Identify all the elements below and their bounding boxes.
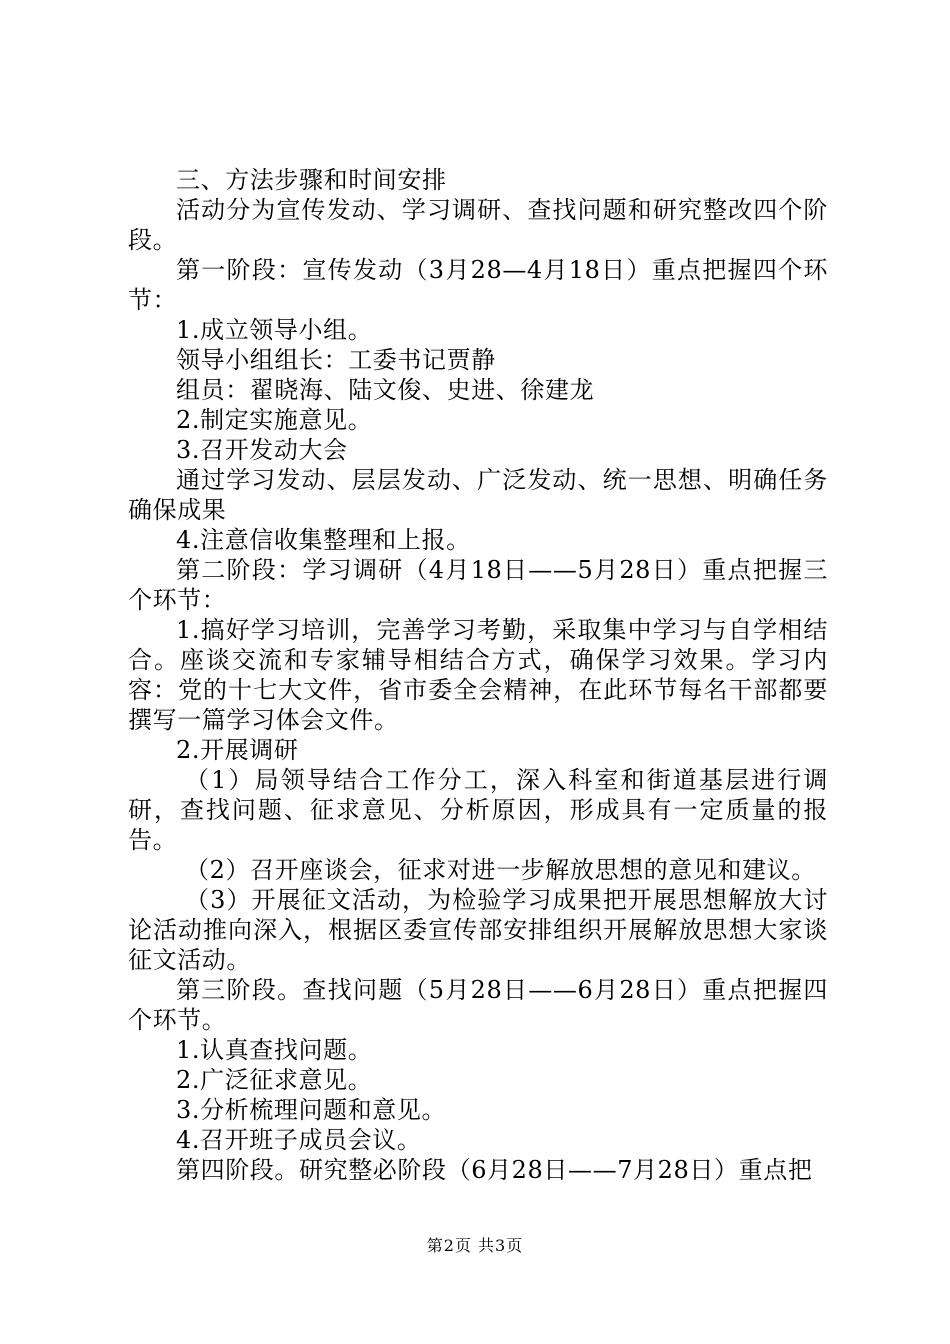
paragraph: 活动分为宣传发动、学习调研、查找问题和研究整改四个阶段。 [128,196,828,254]
list-item: 4.注意信收集整理和上报。 [176,526,471,554]
list-item: 4.召开班子成员会议。 [176,1126,422,1154]
list-item: 1.搞好学习培训，完善学习考勤，采取集中学习与自学相结合。座谈交流和专家辅导相结合方式，确保学习效果。学习内容：党的十七大文件，省市委全会精神，在此环节每名干部都要撰写一篇学习体会文件。 [128,616,828,734]
paragraph: 组员：翟晓海、陆文俊、史进、徐建龙 [176,376,595,404]
list-item: 1.成立领导小组。 [176,316,373,344]
list-item: 1.认真查找问题。 [176,1036,373,1064]
stage-heading: 第三阶段。查找问题（5月28日——6月28日）重点把握四个环节。 [128,976,828,1034]
page-number-footer: 第2页 共3页 [426,1236,524,1255]
list-item: 2.开展调研 [176,736,299,764]
stage-heading: 第二阶段：学习调研（4月18日——5月28日）重点把握三个环节： [128,556,828,614]
list-item: 2.制定实施意见。 [176,406,373,434]
paragraph: 领导小组组长：工委书记贾静 [176,346,496,374]
list-item: 3.分析梳理问题和意见。 [176,1096,447,1124]
sub-item: （2）召开座谈会，征求对进一步解放思想的意见和建议。 [185,856,816,884]
paragraph: 通过学习发动、层层发动、广泛发动、统一思想、明确任务确保成果 [128,466,828,524]
stage-heading: 第四阶段。研究整必阶段（6月28日——7月28日）重点把 [176,1156,813,1184]
document-body [128,165,828,1185]
list-item: 2.广泛征求意见。 [176,1066,373,1094]
section-heading: 三、方法步骤和时间安排 [176,166,447,194]
sub-item: （3）开展征文活动，为检验学习成果把开展思想解放大讨论活动推向深入，根据区委宣传部安排组织开展解放思想大家谈征文活动。 [128,886,828,974]
list-item: 3.召开发动大会 [176,436,348,464]
stage-heading: 第一阶段：宣传发动（3月28—4月18日）重点把握四个环节： [128,256,828,314]
sub-item: （1）局领导结合工作分工，深入科室和街道基层进行调研，查找问题、征求意见、分析原因，形成具有一定质量的报告。 [128,766,828,854]
